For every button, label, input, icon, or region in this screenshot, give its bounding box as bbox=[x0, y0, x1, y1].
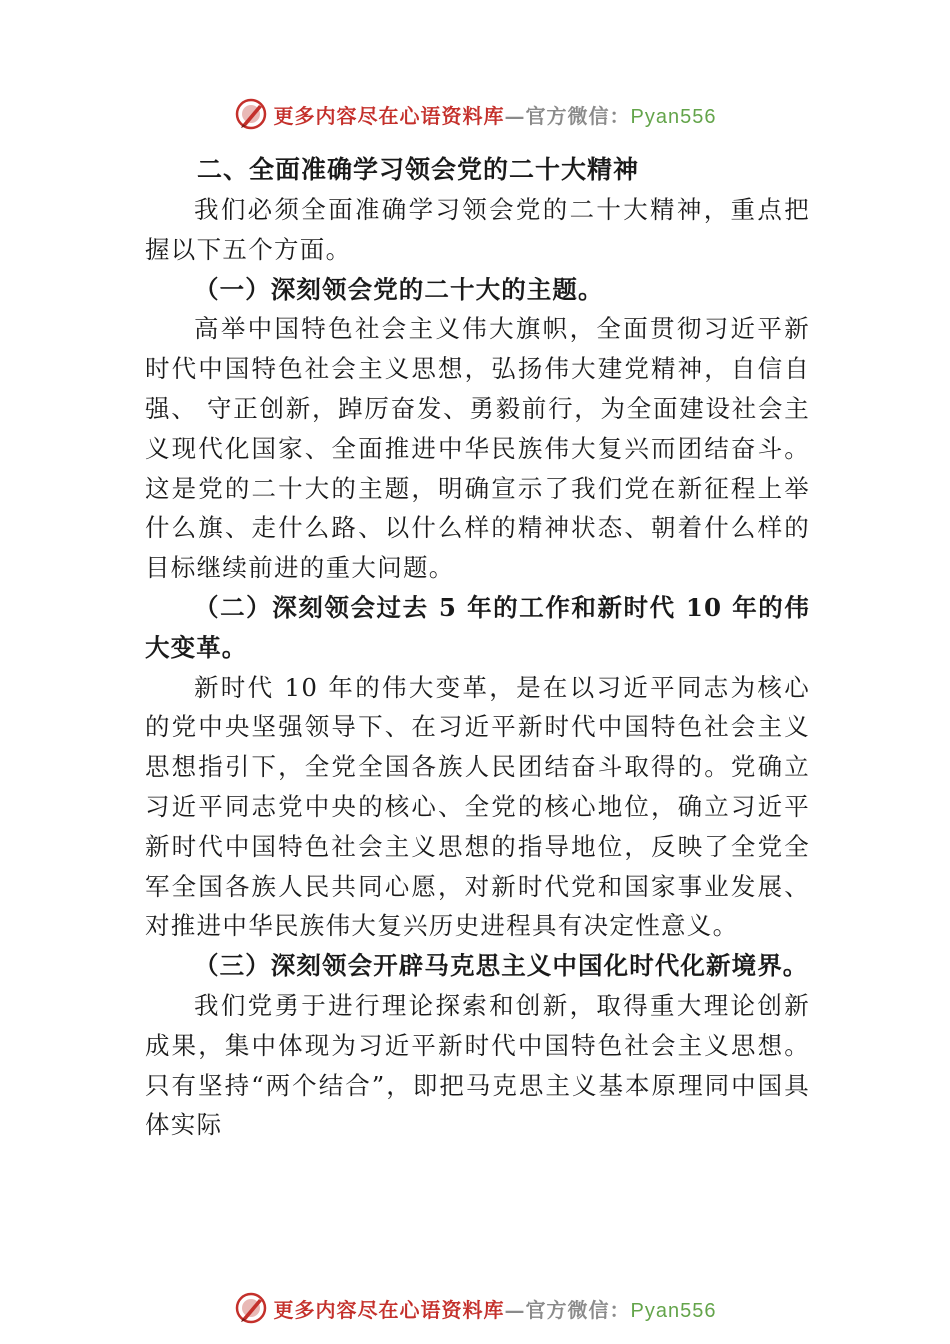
banner-wechat-id: Pyan556 bbox=[630, 105, 717, 128]
pen-logo-icon bbox=[234, 97, 268, 131]
pen-logo-icon bbox=[234, 1291, 268, 1325]
banner-library-name: 更多内容尽在心语资料库 bbox=[273, 1297, 505, 1322]
header-banner bbox=[0, 94, 950, 134]
section-title: 二、全面准确学习领会党的二十大精神 bbox=[197, 155, 640, 184]
point-3-body: 我们党勇于进行理论探索和创新，取得重大理论创新成果，集中体现为习近平新时代中国特色社会主义思想。只有坚持“两个结合”，即把马克思主义基本原理同中国具体实际 bbox=[145, 990, 810, 1140]
banner-wechat-label: —官方微信： bbox=[504, 103, 631, 128]
footer-banner bbox=[0, 1288, 950, 1328]
banner-wechat-label: —官方微信： bbox=[504, 1297, 631, 1322]
banner-text bbox=[274, 1294, 717, 1323]
intro-paragraph: 我们必须全面准确学习领会党的二十大精神，重点把握以下五个方面。 bbox=[145, 195, 810, 264]
point-2-body: 新时代 10 年的伟大变革，是在以习近平同志为核心的党中央坚强领导下、在习近平新时代中国特色社会主义思想指引下，全党全国各族人民团结奋斗取得的。党确立习近平同志党中央的核心、全党的核心地位，确立习近平新时代中国特色社会主义思想的指导地位，反映了全党全军全国各族人民共同心愿，对新时代党和国家事业发展、对推进中华民族伟大复兴历史进程具有决定性意义。 bbox=[145, 672, 810, 941]
point-3-heading: （三）深刻领会开辟马克思主义中国化时代化新境界。 bbox=[194, 951, 809, 981]
banner-wechat-id: Pyan556 bbox=[630, 1299, 717, 1322]
banner-library-name: 更多内容尽在心语资料库 bbox=[273, 103, 505, 128]
point-1-body: 高举中国特色社会主义伟大旗帜，全面贯彻习近平新时代中国特色社会主义思想，弘扬伟大建党精神，自信自强、 守正创新，踔厉奋发、勇毅前行，为全面建设社会主义现代化国家、全面推进中华民族伟大复兴而团结奋斗。这是党的二十大的主题，明确宣示了我们党在新征程上举什么旗、走什么路、以什么样的精神状态、朝着什么样的目标继续前进的重大问题。 bbox=[145, 314, 810, 583]
point-1-heading: （一）深刻领会党的二十大的主题。 bbox=[194, 274, 604, 304]
banner-text bbox=[274, 100, 717, 129]
point-2-heading: （二）深刻领会过去 5 年的工作和新时代 10 年的伟大变革。 bbox=[145, 592, 810, 662]
document-body bbox=[145, 146, 810, 1145]
